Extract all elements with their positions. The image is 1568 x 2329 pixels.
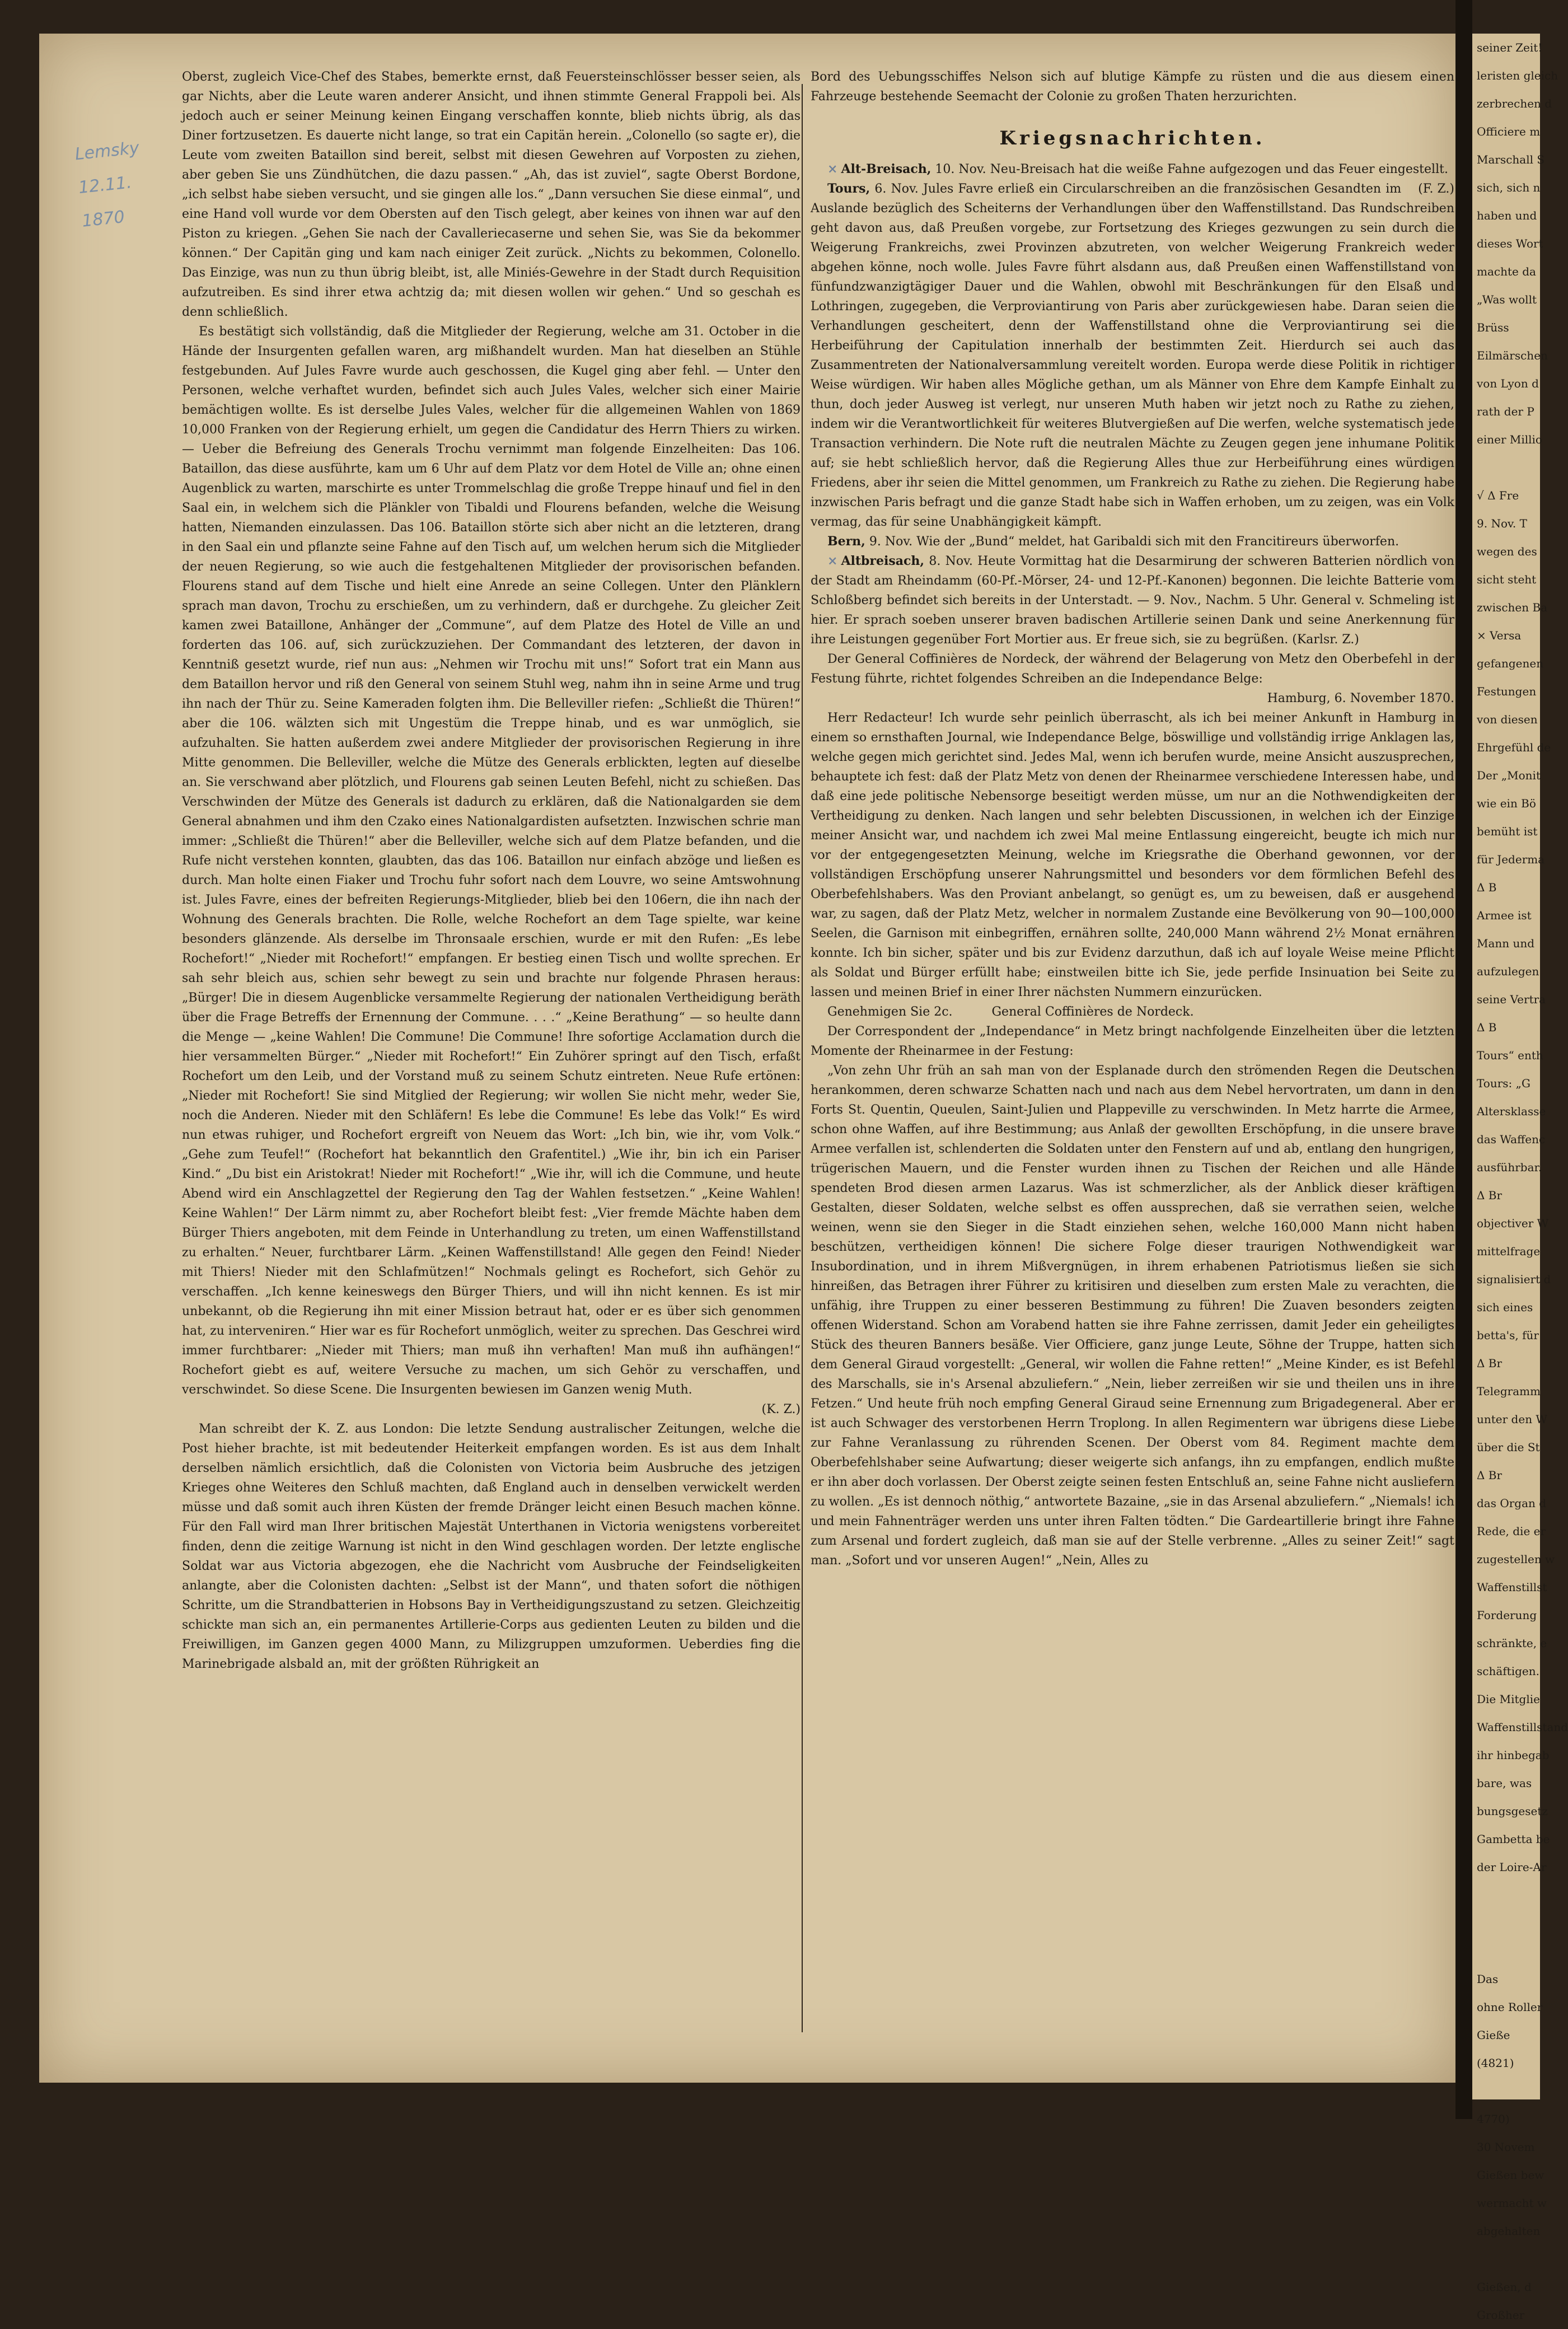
adjacent-page-line [1472,453,1540,481]
adjacent-page-line: machte da [1477,265,1536,278]
adjacent-page-line: Altersklasse [1477,1105,1546,1118]
adjacent-page-line: Das [1477,1972,1499,1986]
news-text: 10. Nov. Neu-Breisach hat die weiße Fahne aufgezogen und das Feuer eingestellt. [935,162,1448,176]
margin-pencil-note [73,131,151,238]
adjacent-page-line: unter den W [1477,1413,1547,1426]
adjacent-page-line: zwischen Ba [1477,601,1548,614]
adjacent-page-line: das Organ d [1477,1496,1547,1510]
adjacent-page-line: Δ Br [1477,1469,1503,1482]
adjacent-page-line: schränkte, e [1477,1636,1547,1650]
adjacent-page-line: (4821) [1477,2056,1514,2070]
adjacent-page-line: ohne Roller [1477,2000,1543,2014]
adjacent-page-line: seine Vertra [1477,993,1546,1006]
news-place: Tours, [827,181,870,196]
adjacent-page-line: Die Mitglie [1477,1692,1540,1706]
article-paragraph: „Von zehn Uhr früh an sah man von der Esplanade durch den strömenden Regen die Deutschen herankommen, deren schwarze Schatten nach und nach aus dem Nebel hervortraten, um dann in den Forts St. Quentin, Queulen, Saint-Julien und Plappeville zu verschwinden. In Metz harrte die Armee, schon ohne Waffen, auf ihre Bestimmung; aus Anlaß der gewollten Erschöpfung, in die unsere brave Armee verfallen ist, schlenderten die Soldaten unter den Fenstern auf und ab, entlang den hungrigen, trügerischen Mauern, und die Fenster wurden ihnen zu Tischen der Reichen und alle Hände spendeten Brod diesen armen Lazarus. Was ist schmerzlicher, als der Anblick dieser kräftigen Gestalten, dieser Soldaten, welche selbst es offen aussprechen, daß sie verrathen seien, welche weinen, wenn sie den Sieger in die Stadt einziehen sehen, welche 160,000 Mann nicht haben beschützen, vertheidigen können! Die sichere Folge dieser traurigen Nothwendigkeit war Insubordination, und in ihrem Mißvergnügen, in ihrem erhabenen Patriotismus ließen sie sich hinreißen, das Betragen ihrer Führer zu kritisiren und dieselben zum ersten Male zu verachten, die unfähig, ihre Truppen zu einer besseren Bestimmung zu führen! Die Zuaven besonders zeigten offenen Widerstand. Schon am Vorabend hatten sie ihre Fahne zerrissen, damit Jeder ein geheiligtes Stück des theuren Banners besäße. Vier Officiere, ganz junge Leute, Söhne der Truppe, hatten sich dem General Giraud vorgestellt: „General, wir wollen die Fahne retten!“ „Meine Kinder, es ist Befehl des Marschalls, sie in's Arsenal abzuliefern.“ „Nein, lieber zerreißen wir sie und theilen uns in ihre Fetzen.“ Und heute früh noch empfing General Giraud seine Ernennung zum Brigadegeneral. Aber er ist auch Schwager des verstorbenen Herrn Troplong. In allen Regimentern war übrigens diese Liebe zur Fahne Veranlassung zu rührenden Scenen. Der Oberst vom 84. Regiment machte dem Oberbefehlshaber seine Aufwartung; dieser weigerte sich anfangs, ihn zu empfangen, endlich mußte er ihn aber doch vorlassen. Der Oberst zeigte seinen festen Entschluß an, seine Fahne nicht ausliefern zu wollen. „Es ist dennoch nöthig,“ antwortete Bazaine, „sie in das Arsenal abzuliefern.“ „Niemals! ich und mein Fahnenträger werden uns unter ihren Falten tödten.“ Die Gardeartillerie bringt ihre Fahne zum Arsenal und fordert zugleich, daß man sie auf der Stelle verbrenne. „Alles zu seiner Zeit!“ sagt man. „Sofort und vor unseren Augen!“ „Nein, Alles zu [811,1064,1454,1568]
margin-note-line: Lemsky [74,138,141,165]
letter-signature: General Coffinières de Nordeck. [991,1005,1194,1019]
margin-note-line: 12.11. [77,172,133,198]
adjacent-page-line: Waffenstillst [1477,1580,1547,1594]
news-item [811,551,1454,649]
adjacent-page-line: Armee ist [1477,909,1532,922]
article-paragraph: Bord des Uebungsschiffes Nelson sich auf blutige Kämpfe zu rüsten und die aus diesem einen Fahrzeuge bestehende Seemacht der Colonie zu großen Thaten herzurichten. [811,70,1454,104]
adjacent-page-line: betta's, für [1477,1329,1539,1342]
adjacent-page-line: leristen gleich [1477,69,1558,82]
adjacent-page-line: Telegramm [1477,1385,1541,1398]
pencil-mark-icon: × [827,554,838,568]
source-label: (Karlsr. Z.) [1292,633,1359,647]
adjacent-page-line: Tours“ enth [1477,1049,1543,1062]
adjacent-page-line: seiner Zeit! [1477,41,1543,54]
adjacent-page-line: „Was wollt [1477,293,1537,306]
adjacent-page-line [1472,1937,1540,1965]
section-heading: Kriegsnachrichten. [999,127,1266,149]
article-paragraph: Der Correspondent der „Independance“ in Metz bringt nachfolgende Einzelheiten über die letzten Momente der Rheinarmee in der Festung: [811,1025,1454,1058]
column-rule [802,84,803,2032]
adjacent-page-line: Brüss [1477,321,1509,334]
adjacent-page-line: Δ B [1477,1021,1497,1034]
adjacent-page-line: Tours: „G [1477,1077,1530,1090]
adjacent-page-line: wie ein Bö [1477,797,1536,810]
source-credit [182,1400,801,1419]
letter-close [811,1002,1454,1022]
adjacent-page-line: Ehrgefühl de [1477,741,1551,754]
adjacent-page-line: der Loire-Ar [1477,1860,1547,1874]
article-paragraph: Oberst, zugleich Vice-Chef des Stabes, bemerkte ernst, daß Feuersteinschlösser besser seien, als gar Nichts, aber die Leute waren anderer Ansicht, und ihnen stimmte General Frappoli bei. Als jedoch auch er seiner Meinung keinen Eingang verschaffen konnte, blieb nichts übrig, als das Diner fortzusetzen. Es dauerte nicht lange, so trat ein Capitän herein. „Colonello (so sagte er), die Leute vom zweiten Bataillon sind bereit, selbst mit diesen Gewehren auf Vorposten zu ziehen, aber geben Sie uns Zündhütchen, die dazu passen.“ „Ah, das ist zuviel“, sagte Oberst Bordone, „ich selbst habe sieben versucht, und sie gingen alle los.“ „Dann versuchen Sie diese einmal“, und eine Hand voll wurde vor dem Obersten auf den Tisch gelegt, aber keines von ihnen war auf den Piston zu kriegen. „Gehen Sie nach der Cavalleriecaserne und sehen Sie, was Sie da bekommer können.“ Der Capitän ging und kam nach einiger Zeit zurück. „Nichts zu bekommen, Colonello. Das Einzige, was nun zu thun übrig bleibt, ist, alle Miniés-Gewehre in der Stadt durch Requisition aufzutreiben. Es sind ihrer etwa achtzig da; mit diesen wollen wir gehen.“ Und so geschah es denn schließlich. [182,70,801,319]
adjacent-page-line: 4770) [1477,2112,1510,2126]
adjacent-page-line [1472,2077,1540,2105]
article-paragraph: Es bestätigt sich vollständig, daß die Mitglieder der Regierung, welche am 31. October in die Hände der Insurgenten gefallen waren, arg mißhandelt wurden. Man hat dieselben an Stühle festgebunden. Auf Jules Favre wurde auch geschossen, die Kugel ging aber fehl. — Unter den Personen, welche verhaftet wurden, befindet sich auch Jules Vales, welcher sich einer Mairie bemächtigen wollte. Es ist derselbe Jules Vales, welcher für die allgemeinen Wahlen von 1869 10,000 Franken von der Regierung erhielt, um gegen die Candidatur des Herrn Thiers zu wirken. — Ueber die Befreiung des Generals Trochu vernimmt man folgende Einzelheiten: Das 106. Bataillon, das diese ausführte, kam um 6 Uhr auf dem Platz vor dem Hotel de Ville an; ohne einen Augenblick zu warten, marschirte es unter Trommelschlag die große Treppe hinauf und fiel in den Saal ein, in welchem sich die Plänkler von Tibaldi und Flourens befanden, welche die Weisung hatten, Niemanden einzulassen. Das 106. Bataillon störte sich aber nicht an die letzteren, drang in den Saal ein und pflanzte seine Fahne auf den Tisch auf, um welchen herum sich die Mitglieder der neuen Regierung, so wie auch die festgehaltenen Mitglieder der provisorischen befanden. Flourens stand auf dem Tische und hielt eine Anrede an seine Collegen. Unter den Plänklern sprach man davon, Trochu zu erschießen, um zu verhindern, daß er durchgehe. Zu gleicher Zeit kamen zwei Bataillone, Anhänger der „Commune“, auf dem Platze des Hotel de Ville an und forderten das 106. auf, sich zurückzuziehen. Der Commandant des letzteren, der davon in Kenntniß gesetzt wurde, rief nun aus: „Nehmen wir Trochu mit uns!“ Sofort trat ein Mann aus dem Bataillon hervor und riß den General von seinem Stuhl weg, nahm ihn in seine Arme und trug ihn nach der Thür zu. Seine Kameraden folgten ihm. Die Belleviller riefen: „Schließt die Thüren!“ aber die 106. wälzten sich mit Ungestüm die Treppe hinab, und es war unmöglich, sie aufzuhalten. Sie hatten außerdem zwei andere Mitglieder der provisorischen Regierung in ihre Mitte genommen. Die Belleviller, welche die Mütze des Generals erblickten, legten auf dieselbe an. Sie verschwand aber plötzlich, und Flourens gab seinen Leuten Befehl, nicht zu schießen. Das Verschwinden der Mütze des Generals ist dadurch zu erklären, daß die Nationalgarden sie dem General abnahmen und ihm den Czako eines Nationalgardisten aufsetzten. Inzwischen schrie man immer: „Schließt die Thüren!“ aber die Belleviller, welche sich auf dem Platze befanden, und die Rufe nicht verstehen konnten, glaubten, das das 106. Bataillon nur einfach abzöge und ließen es durch. Man holte einen Fiaker und Trochu fuhr sofort nach dem Louvre, wo seine Amtswohnung ist. Jules Favre, eines der befreiten Regierungs-Mitglieder, blieb bei den 106ern, die ihn nach der Wohnung des Generals brachten. Die Rolle, welche Rochefort an dem Tage spielte, war keine besonders glänzende. Als derselbe im Thronsaale erschien, wurde er mit den Rufen: „Es lebe Rochefort!“ „Nieder mit Rochefort!“ empfangen. Er bestieg einen Tisch und wollte sprechen. Er sah sehr bleich aus, schien sehr bewegt zu sein und brachte nur folgende Phrasen heraus: „Bürger! Die in diesem Augenblicke versammelte Regierung der nationalen Vertheidigung beräth über die Frage Betreffs der Ernennung der Commune. . . .“ „Keine Berathung“ — so heulte dann die Menge — „keine Wahlen! Die Commune! Die Commune! Ihre sofortige Acclamation durch die hier versammelten Bürger.“ „Nieder mit Rochefort!“ Ein Zuhörer springt auf den Tisch, erfaßt Rochefort um den Leib, und der Vorstand muß zu seinem Schutz eintreten. Neue Rufe ertönen: „Nieder mit Rochefort! Sie sind Mitglied der Regierung; wir wollen Sie nicht mehr, weder Sie, noch die Anderen. Nieder mit den Schläfern! Es lebe die Commune! Es lebe das Volk!“ Es wird nun etwas ruhiger, und Rochefort ergreift von Neuem das Wort: „Ich bin, wie ihr, vom Volk.“ „Gehe zum Teufel!“ (Rochefort hat bekanntlich den Grafentitel.) „Wie ihr, bin ich ein Pariser Kind.“ „Du bist ein Aristokrat! Nieder mit Rochefort!“ „Wie ihr, will ich die Commune, und heute Abend wird ein Anschlagzettel der Regierung den Tag der Wahlen festsetzen.“ „Keine Wahlen! Keine Wahlen!“ Der Lärm nimmt zu, aber Rochefort bleibt fest: „Vier fremde Mächte haben dem Bürger Thiers angeboten, mit dem Feinde in Unterhandlung zu treten, um einen Waffenstillstand zu erhalten.“ Neuer, furchtbarer Lärm. „Keinen Waffenstillstand! Alle gegen den Feind! Nieder mit Thiers! Nieder mit den Schlafmützen!“ Nochmals gelingt es Rochefort, sich Gehör zu verschaffen. „Ich kenne keineswegs den Bürger Thiers, und will ihn nicht kennen. Es ist mir unbekannt, ob die Regierung ihn mit einer Mission betraut hat, oder er es über sich genommen hat, zu interveniren.“ Hier war es für Rochefort unmöglich, weiter zu sprechen. Das Geschrei wird immer furchtbarer: „Nieder mit Thiers; man muß ihn verhaften! Man muß ihn aufhängen!“ Rochefort giebt es auf, weitere Versuche zu machen, um sich Gehör zu verschaffen, und verschwindet. So diese Scene. Die Insurgenten bewiesen im Ganzen wenig Muth. [182,325,801,1397]
adjacent-page-line: Gießen, d [1477,2280,1532,2294]
letter-dateline: Hamburg, 6. November 1870. [1267,691,1454,705]
adjacent-page-line: dieses Wort [1477,237,1543,250]
article-paragraph: Man schreibt der K. Z. aus London: Die letzte Sendung australischer Zeitungen, welche die Post hieher brachte, ist mit bedeutender Heiterkeit empfangen worden. Es ist aus dem Inhalt derselben nämlich ersichtlich, daß die Colonisten von Victoria beim Ausbruche des jetzigen Krieges ohne Weiteres den Schluß machten, daß England auch in denselben verwickelt werden müsse und daß somit auch ihren Küsten der fremde Dränger leicht einen Besuch machen könne. Für den Fall wird man Ihrer britischen Majestät Unterthanen in Victoria wenigstens vorbereitet finden, denn die zeitige Warnung ist nicht in den Wind geschlagen worden. Der letzte englische Soldat war aus Victoria abgezogen, ehe die Nachricht vom Ausbruche der Feindseligkeiten anlangte, aber die Colonisten dachten: „Selbst ist der Mann“, und thaten sofort die nöthigen Schritte, um die Strandbatterien in Hobsons Bay in Vertheidigungszustand zu setzen. Gleichzeitig schickte man sich an, ein permanentes Artillerie-Corps aus gedienten Leuten zu bilden und die Freiwilligen, im Ganzen gegen 4000 Mann, zu Milizgruppen umzuformen. Ueberdies fing die Marinebrigade alsbald an, mit der größten Rührigkeit an [182,1422,801,1671]
adjacent-page-line [1472,2245,1540,2273]
news-text: 9. Nov. Wie der „Bund“ meldet, hat Garibaldi sich mit den Francitireurs überworfen. [869,535,1400,549]
adjacent-page-line: sicht steht [1477,573,1537,586]
adjacent-page-line: aufzulegen [1477,965,1539,978]
adjacent-page-line: Rede, die er [1477,1524,1546,1538]
adjacent-page-line: Waffenstillstand [1477,1720,1568,1734]
adjacent-page-line: Großher [1477,2308,1525,2322]
adjacent-page-line: mittelfrage [1477,1245,1541,1258]
adjacent-page-line: wermacht w [1477,2196,1547,2210]
adjacent-page-line: abgehalten [1477,2224,1541,2238]
adjacent-page-line: Gambetta be [1477,1832,1550,1846]
adjacent-page-line: das Waffenc [1477,1133,1546,1146]
adjacent-page-line: bemüht ist [1477,825,1538,838]
article-paragraph: Der General Coffinières de Nordeck, der während der Belagerung von Metz den Oberbefehl in der Festung führte, richtet folgendes Schreiben an die Independance Belge: [811,652,1454,686]
adjacent-page-line: Marschall S [1477,153,1545,166]
adjacent-page-line: objectiver W [1477,1217,1549,1230]
adjacent-page-line: bungsgesetz [1477,1804,1548,1818]
adjacent-page-line: Δ B [1477,881,1497,894]
source-label: (F. Z.) [1418,182,1454,196]
adjacent-page-line: zerbrechen d [1477,97,1552,110]
adjacent-page-fragment [1472,34,1568,2322]
pencil-mark-icon: × [827,162,838,176]
adjacent-page-line: sich eines [1477,1301,1533,1314]
adjacent-page-line: 9. Nov. T [1477,517,1527,530]
source-label: (K. Z.) [761,1402,801,1416]
adjacent-page-line: ausführbar. [1477,1161,1542,1174]
adjacent-page-line: einer Millio [1477,433,1542,446]
adjacent-page-line: über die St [1477,1441,1540,1454]
adjacent-page-line: bare, was [1477,1776,1532,1790]
letter-body: Herr Redacteur! Ich wurde sehr peinlich überrascht, als ich bei meiner Ankunft in Hamburg in einem so ernsthaften Journal, wie Independance Belge, böswillige und vollständig irrige Anklagen las, welche gegen mich gerichtet sind. Jedes Mal, wenn ich berufen wurde, meine Ansicht auszusprechen, behauptete ich fest: daß der Platz Metz von denen der Rheinarmee verschiedene Interessen habe, und daß eine jede politische Nebensorge beseitigt werden müsse, um nur an die Nothwendigkeiten der Vertheidigung zu denken. Nach langen und sehr belebten Discussionen, in welchen ich der Einzige meiner Ansicht war, und nachdem ich zwei Mal meine Entlassung eingereicht, beugte ich mich nur vor der entgegengesetzten Meinung, welche im Kriegsrathe die Oberhand gewonnen, vor der vollständigen Erschöpfung unserer Nahrungsmittel und besonders vor dem förmlichen Befehl des Oberbefehlshabers. Was den Proviant anbelangt, so genügt es, um zu beweisen, daß er ausgehend war, zu sagen, daß der Platz Metz, welcher in normalem Zustande eine Bevölkerung von 90—100,000 Seelen, die Garnison mit einbegriffen, ernähren sollte, 240,000 Mann während 2½ Monat ernähren konnte. Ich bin sicher, später und bis zur Evidenz darzuthun, daß ich auf loyale Weise meine Pflicht als Soldat und Bürger erfüllt habe; einstweilen bitte ich Sie, jede perfide Insinuation bei Seite zu lassen und meinen Brief in einer Ihrer nächsten Nummern einzurücken. [811,711,1454,999]
adjacent-page-line: rath der P [1477,405,1534,418]
adjacent-page-line: sich, sich n [1477,181,1541,194]
adjacent-page-line: zugestellen w [1477,1552,1555,1566]
news-text: 6. Nov. Jules Favre erließ ein Circularschreiben an die französischen Gesandten im Auslande bezüglich des Scheiterns der Verhandlungen über den Waffenstillstand. Das Rundschreiben geht davon aus, daß Preußen vorgebe, zur Fortsetzung des Krieges gezwungen zu sein durch die Weigerung Frankreichs, zwei Provinzen abzutreten, von welcher Weigerung Frankreich weder abgehen könne, noch wolle. Jules Favre führt alsdann aus, daß Preußen einen Waffenstillstand von fünfundzwanzigtägiger Dauer und die Wahlen, obwohl mit Beschränkungen für den Elsaß und Lothringen, zugegeben, die Verproviantirung von Paris aber zurückgewiesen habe. Daran seien die Verhandlungen gescheitert, denn der Waffenstillstand ohne die Verproviantirung sei die Herbeiführung der Capitulation innerhalb der bestimmten Zeit. Hierdurch sei auch das Zusammentreten der Nationalversammlung vereitelt worden. Europa werde diese Politik in richtiger Weise würdigen. Wir haben alles Mögliche gethan, um als Männer von Ehre dem Kampfe Einhalt zu thun, doch jeder Ausweg ist verlegt, nur unseren Muth haben wir jetzt noch zu Rathe zu ziehen, indem wir die Verantwortlichkeit für weiteres Blutvergießen auf Die werfen, welche systematisch jede Transaction verhindern. Die Note ruft die neutralen Mächte zu Zeugen gegen jene inhumane Politik auf; sie hebt schließlich hervor, daß die Regierung Alles thue zur Herbeiführung eines würdigen Friedens, aber ihr seien die Mittel genommen, um Frankreich zu Rathe zu ziehen. Die Regierung habe inzwischen Paris befragt und die ganze Stadt habe sich in Waffen erhoben, um zu zeigen, was ein Volk vermag, das für seine Unabhängigkeit kämpft. [811,182,1454,529]
right-column [811,67,1454,2049]
adjacent-page-line: Eilmärschen [1477,349,1548,362]
adjacent-page-line: signalisiert d [1477,1273,1551,1286]
adjacent-page-line: von diesen [1477,713,1538,726]
adjacent-page-line: für Jederma [1477,853,1545,866]
book-binding [1455,0,1472,2119]
adjacent-page-line: schäftigen. [1477,1664,1539,1678]
adjacent-page-line: Δ Br [1477,1189,1503,1202]
news-item [811,532,1454,551]
adjacent-page-line: Gießen bew [1477,2168,1544,2182]
adjacent-page-line: Gieße [1477,2028,1510,2042]
adjacent-page-line: wegen des [1477,545,1537,558]
letter-salutation: Genehmigen Sie 2c. [827,1005,953,1019]
adjacent-page-line: 30 Novem [1477,2140,1535,2154]
margin-note-line: 1870 [81,207,126,231]
news-item [811,179,1454,532]
adjacent-page-line: von Lyon d [1477,377,1539,390]
left-column [182,67,801,2049]
adjacent-page-line: Δ Br [1477,1357,1503,1370]
adjacent-page-line: Der „Monit [1477,769,1541,782]
adjacent-page-line: √ Δ Fre [1477,489,1519,502]
adjacent-page-line [1472,1909,1540,1937]
adjacent-page-line [1472,1881,1540,1909]
adjacent-page-line: × Versa [1477,629,1522,642]
adjacent-page-line: Festungen [1477,685,1537,698]
adjacent-page-line: ihr hinbegab [1477,1748,1550,1762]
adjacent-page-line: Forderung [1477,1608,1537,1622]
news-place: Alt-Breisach, [841,162,932,176]
adjacent-page-line: Mann und [1477,937,1535,950]
news-place: Bern, [827,534,865,549]
adjacent-page-line: gefangenen [1477,657,1544,670]
news-text: 8. Nov. Heute Vormittag hat die Desarmirung der schweren Batterien nördlich von der Stadt am Rheindamm (60-Pf.-Mörser, 24- und 12-Pf.-Kanonen) begonnen. Die leichte Batterie vom Schloßberg befindet sich bereits in der Unterstadt. — 9. Nov., Nachm. 5 Uhr. General v. Schmeling ist hier. Er sprach soeben unserer braven badischen Artillerie seinen Dank und seine Anerkennung für ihre Leistungen gegenüber Fort Mortier aus. Er freue sich, sie zu begrüßen. [811,554,1454,647]
adjacent-page-line: Officiere m [1477,125,1541,138]
news-place: Altbreisach, [841,554,925,568]
adjacent-page-line: haben und [1477,209,1537,222]
